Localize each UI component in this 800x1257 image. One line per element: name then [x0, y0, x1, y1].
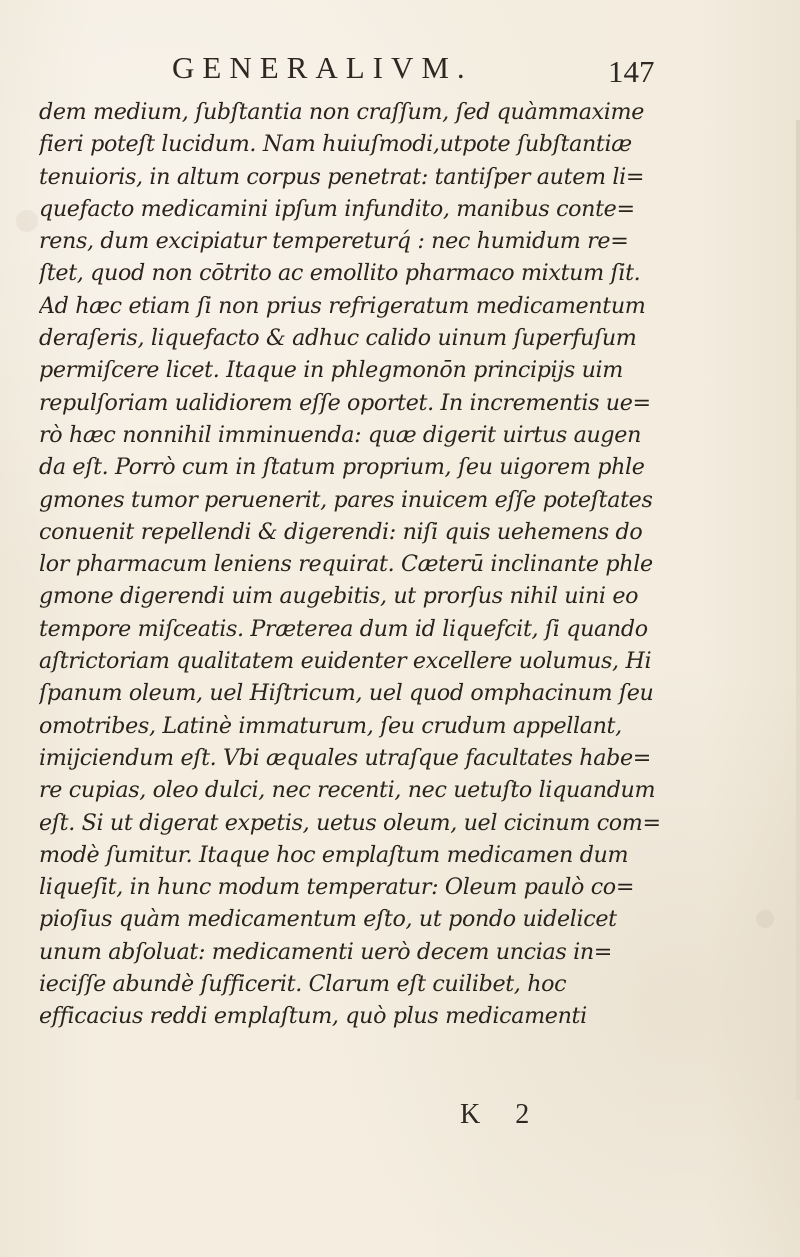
paper-stain — [16, 210, 38, 232]
text-line: efficacius reddi emplaſtum, quò plus medicamenti — [39, 1003, 587, 1030]
text-line: omotribes, Latinè immaturum, ſeu crudum appellant, — [39, 712, 622, 739]
text-line: quefacto medicamini ipſum infundito, manibus conte= — [39, 195, 635, 222]
page-header — [172, 44, 672, 92]
page-number: 147 — [608, 54, 655, 89]
text-line: da eſt. Porrò cum in ſtatum proprium, ſeu uigorem phle — [39, 454, 645, 481]
text-line: deraſeris, liquefacto & adhuc calido uinum ſuperfuſum — [39, 325, 637, 352]
signature-mark: K 2 — [460, 1099, 544, 1130]
body-text — [39, 96, 704, 1033]
text-line: repulſoriam ualidiorem eſſe oportet. In incrementis ue= — [39, 389, 651, 416]
text-line: rò hæc nonnihil imminuenda: quæ digerit uirtus augen — [39, 421, 642, 448]
text-line: liqueſit, in hunc modum temperatur: Oleum paulò co= — [39, 874, 635, 901]
text-line: ieciſſe abundè ſufficerit. Clarum eſt cuilibet, hoc — [39, 971, 567, 998]
text-line: conuenit repellendi & digerendi: niſi quis uehemens do — [39, 518, 643, 545]
text-line: tempore miſceatis. Præterea dum id liquefcit, ſi quando — [39, 615, 648, 642]
text-line: unum abſoluat: medicamenti uerò decem uncias in= — [39, 938, 613, 965]
text-line: imijciendum eſt. Vbi æquales utraſque facultates habe= — [39, 744, 651, 771]
text-line: dem medium, ſubſtantia non craſſum, ſed quàmmaxime — [39, 99, 644, 125]
text-line: permiſcere licet. Itaque in phlegmonōn principijs uim — [39, 357, 623, 384]
text-line: gmone digerendi uim augebitis, ut prorſus nihil uini eo — [39, 583, 639, 610]
page-edge-shadow — [796, 120, 800, 1100]
text-line: Ad hæc etiam ſi non prius refrigeratum medicamentum — [39, 292, 646, 319]
text-line: aſtrictoriam qualitatem euidenter excellere uolumus, Hi — [39, 648, 652, 675]
text-line: modè ſumitur. Itaque hoc emplaſtum medicamen dum — [39, 841, 629, 868]
text-line: pioſius quàm medicamentum eſto, ut pondo uidelicet — [39, 906, 617, 933]
text-line: fieri poteſt lucidum. Nam huiuſmodi,utpote ſubſtantiæ — [39, 131, 632, 158]
text-line: rens, dum excipiatur tempereturq́ : nec humidum re= — [39, 228, 629, 255]
text-line: gmones tumor peruenerit, pares inuicem eſſe poteſtates — [39, 486, 653, 513]
text-line: eſt. Si ut digerat expetis, uetus oleum, uel cicinum com= — [39, 809, 661, 836]
text-line: tenuioris, in altum corpus penetrat: tantiſper autem li= — [39, 163, 645, 190]
text-line: ſpanum oleum, uel Hiſtricum, uel quod omphacinum ſeu — [39, 680, 654, 707]
paper-stain — [756, 910, 774, 928]
text-line: re cupias, oleo dulci, nec recenti, nec uetuſto liquandum — [39, 777, 656, 804]
text-line: ſtet, quod non cōtrito ac emollito pharmaco mixtum ſit. — [39, 260, 641, 287]
running-head: GENERALIVM. — [172, 50, 473, 85]
text-line: lor pharmacum leniens requirat. Cæterū inclinante phle — [39, 551, 653, 578]
